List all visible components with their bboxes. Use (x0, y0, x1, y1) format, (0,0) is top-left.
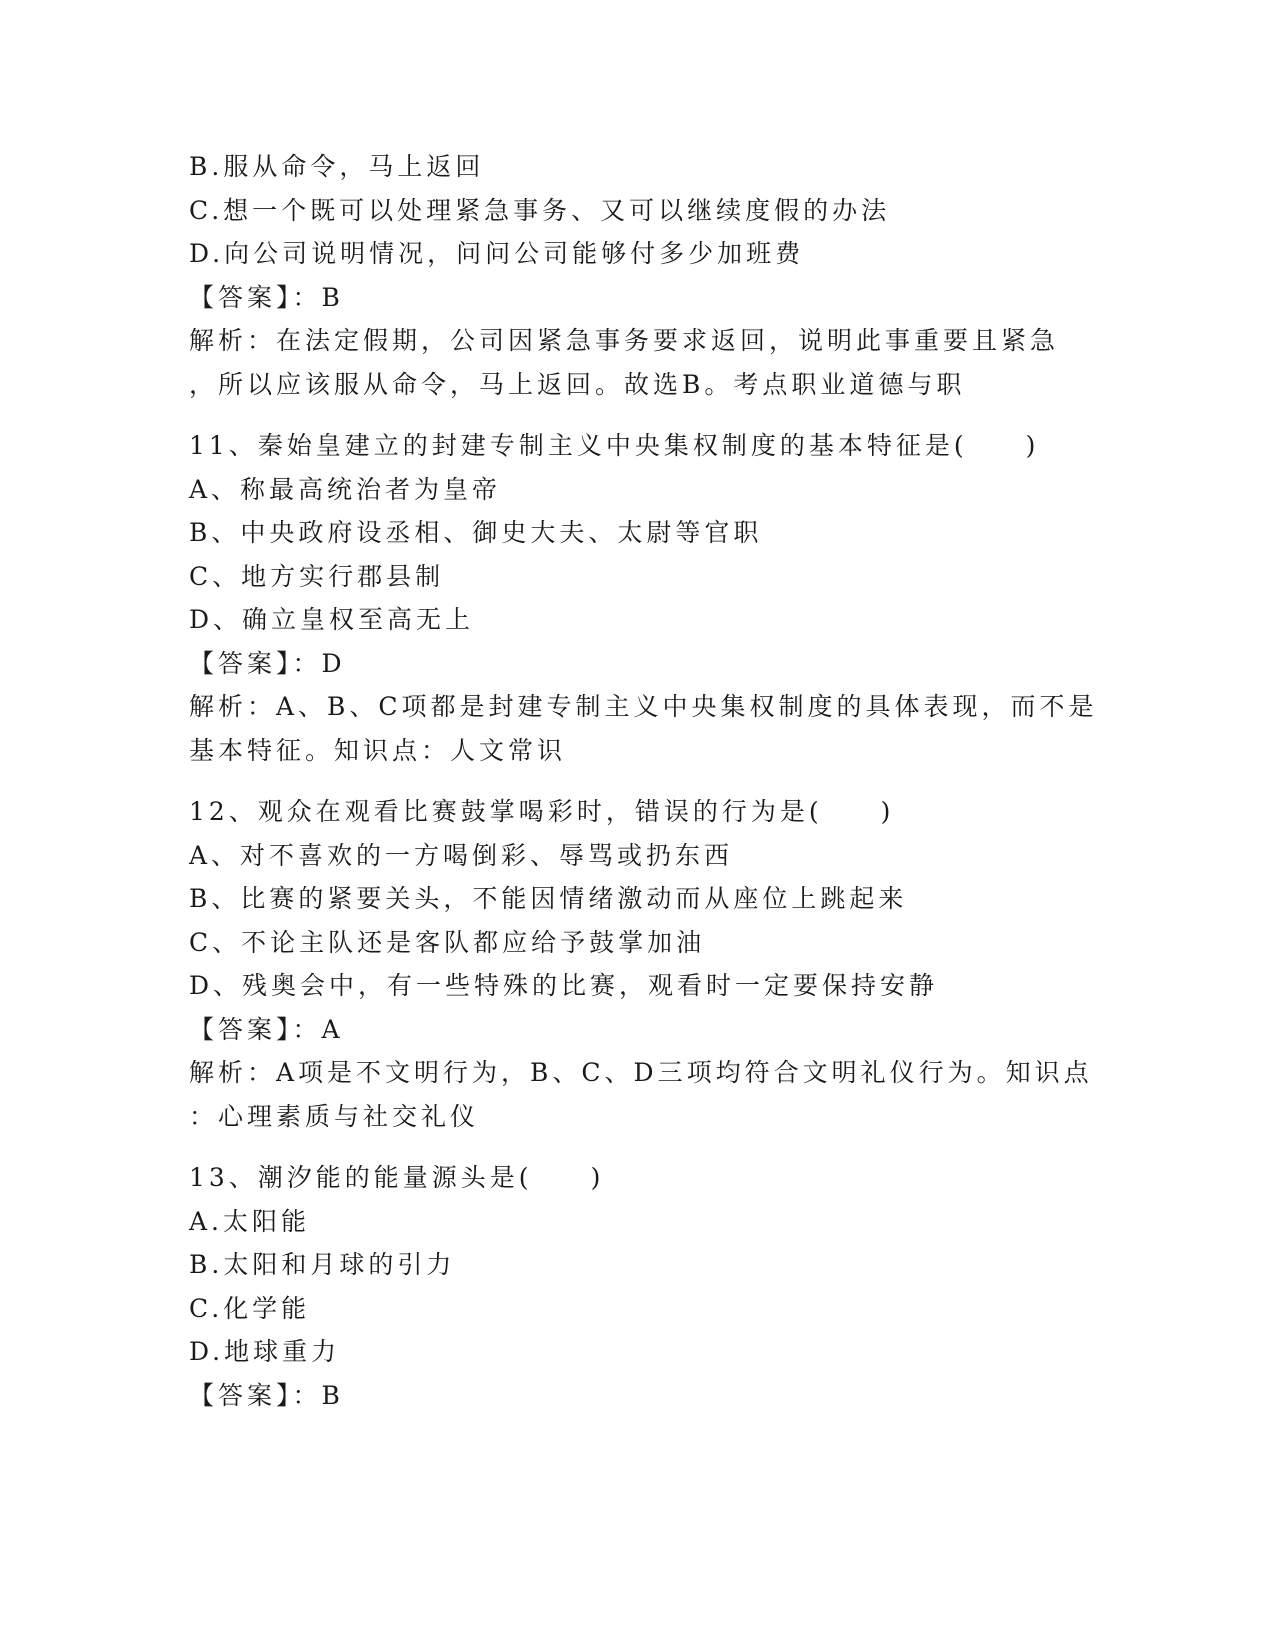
option-d: D.地球重力 (189, 1337, 341, 1366)
answer: 【答案】：D (189, 648, 346, 678)
answer: 【答案】：B (189, 1380, 344, 1410)
option-b: B.太阳和月球的引力 (189, 1250, 456, 1279)
option-b: B.服从命令，马上返回 (189, 152, 485, 181)
option-c: C.化学能 (189, 1293, 311, 1323)
analysis-line-1: 解析：在法定假期，公司因紧急事务要求返回，说明此事重要且紧急 (189, 326, 1060, 355)
option-a: A、称最高统治者为皇帝 (189, 474, 502, 504)
analysis-line-2: 基本特征。知识点：人文常识 (189, 735, 567, 765)
option-b: B、比赛的紧要关头，不能因情绪激动而从座位上跳起来 (189, 884, 908, 913)
analysis-line-1: 解析：A项是不文明行为，B、C、D三项均符合文明礼仪行为。知识点 (189, 1058, 1093, 1087)
question-12 (189, 790, 1093, 1138)
analysis-line-2: ：心理素质与社交礼仪 (189, 1101, 480, 1131)
question-10-continuation (189, 145, 1089, 406)
option-c: C.想一个既可以处理紧急事务、又可以继续度假的办法 (189, 195, 891, 225)
option-a: A、对不喜欢的一方喝倒彩、辱骂或扔东西 (189, 840, 734, 870)
option-a: A.太阳能 (189, 1206, 311, 1236)
question-title: 13、潮汐能的能量源头是( ) (189, 1163, 605, 1192)
option-c: C、不论主队还是客队都应给予鼓掌加油 (189, 927, 706, 957)
option-d: D、残奥会中，有一些特殊的比赛，观看时一定要保持安静 (189, 971, 939, 1000)
document-page (189, 145, 1098, 1417)
option-c: C、地方实行郡县制 (189, 561, 445, 591)
analysis-line-1: 解析：A、B、C项都是封建专制主义中央集权制度的具体表现，而不是 (189, 692, 1098, 721)
option-b: B、中央政府设丞相、御史大夫、太尉等官职 (189, 518, 763, 547)
option-d: D、确立皇权至高无上 (189, 605, 475, 634)
option-d: D.向公司说明情况，问问公司能够付多少加班费 (189, 239, 805, 268)
analysis-line-2: ，所以应该服从命令，马上返回。故选B。考点职业道德与职 (189, 369, 966, 399)
question-13 (189, 1156, 1089, 1417)
question-title: 12、观众在观看比赛鼓掌喝彩时，错误的行为是( ) (189, 797, 895, 826)
answer: 【答案】：B (189, 282, 344, 312)
question-title: 11、秦始皇建立的封建专制主义中央集权制度的基本特征是( ) (189, 431, 1040, 460)
answer: 【答案】：A (189, 1014, 344, 1044)
question-11 (189, 424, 1098, 772)
